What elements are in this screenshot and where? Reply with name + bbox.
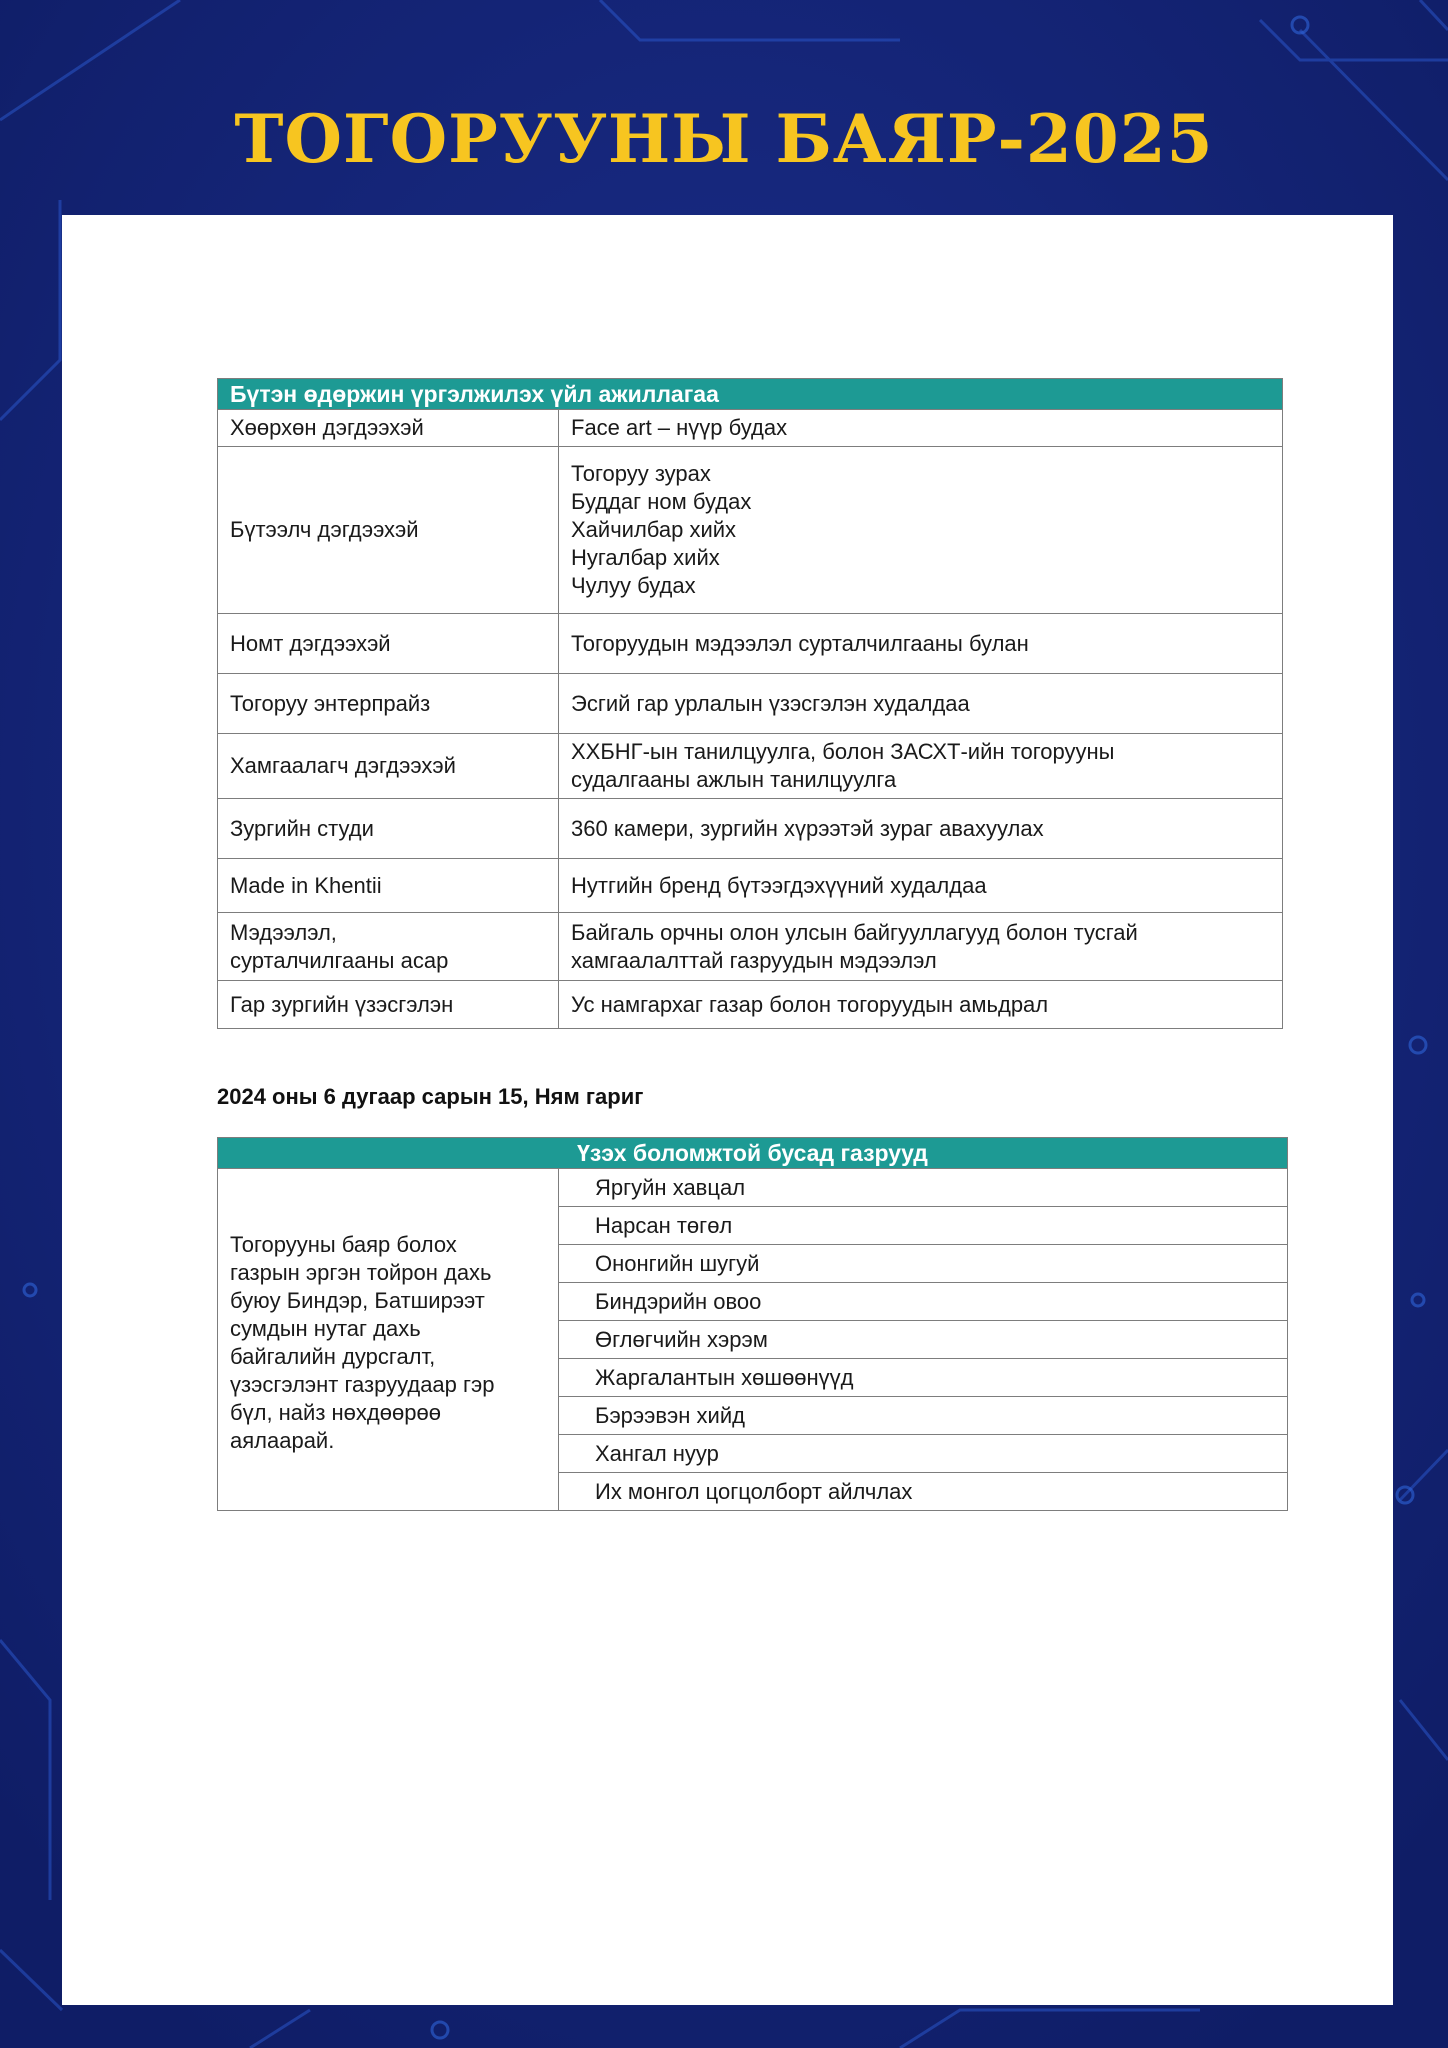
place-item: Хангал нуур <box>559 1435 1288 1473</box>
description-line: аялаарай. <box>230 1427 335 1453</box>
activity-name: Номт дэгдээхэй <box>218 614 559 674</box>
table-row <box>218 734 1283 799</box>
activity-name-list <box>218 913 559 981</box>
place-item: Бэрээвэн хийд <box>559 1397 1288 1435</box>
table-header-row <box>218 379 1283 410</box>
table-row <box>218 674 1283 734</box>
activities-table <box>217 378 1283 1029</box>
description-line: байгалийн дурсгалт, <box>230 1343 436 1369</box>
activities-heading: Бүтэн өдөржин үргэлжилэх үйл ажиллагаа <box>218 379 1283 410</box>
places-table <box>217 1137 1288 1511</box>
place-item: Яргуйн хавцал <box>559 1169 1288 1207</box>
activity-detail: Нугалбар хийх <box>571 545 720 570</box>
table-row <box>218 410 1283 447</box>
description-line: бүл, найз нөхдөөрөө <box>230 1399 441 1425</box>
activity-name: Made in Khentii <box>218 859 559 913</box>
activity-name: Гар зургийн үзэсгэлэн <box>218 981 559 1029</box>
place-item: Өглөгчийн хэрэм <box>559 1321 1288 1359</box>
activity-detail: судалгааны ажлын танилцуулга <box>571 767 897 792</box>
description-line: газрын эргэн тойрон дахь <box>230 1259 492 1285</box>
table-row <box>218 859 1283 913</box>
table-row <box>218 447 1283 614</box>
places-heading: Үзэх боломжтой бусад газрууд <box>218 1138 1288 1169</box>
activity-detail: Face art – нүүр будах <box>559 410 1283 447</box>
activity-name: Бүтээлч дэгдээхэй <box>218 447 559 614</box>
table-row <box>218 799 1283 859</box>
activity-name: Зургийн студи <box>218 799 559 859</box>
activity-detail-list <box>559 734 1283 799</box>
event-date: 2024 оны 6 дугаар сарын 15, Ням гариг <box>217 1084 644 1109</box>
description-line: сумдын нутаг дахь <box>230 1315 421 1341</box>
activity-name: Хамгаалагч дэгдээхэй <box>218 734 559 799</box>
activity-detail: Буддаг ном будах <box>571 489 752 514</box>
activity-detail: 360 камери, зургийн хүрээтэй зураг авахуулах <box>559 799 1283 859</box>
table-row <box>218 1169 1288 1207</box>
activity-detail-list <box>559 913 1283 981</box>
activity-detail: Хайчилбар хийх <box>571 517 737 542</box>
place-item: Жаргалантын хөшөөнүүд <box>559 1359 1288 1397</box>
document-page <box>62 215 1393 2005</box>
table-header-row <box>218 1138 1288 1169</box>
activity-detail: Тогоруу зурах <box>571 461 711 486</box>
place-item: Биндэрийн овоо <box>559 1283 1288 1321</box>
place-item: Ононгийн шугуй <box>559 1245 1288 1283</box>
table-row <box>218 913 1283 981</box>
activity-detail-list <box>559 447 1283 614</box>
description-line: буюу Биндэр, Батширээт <box>230 1287 485 1313</box>
activity-detail: хамгаалалттай газруудын мэдээлэл <box>571 947 937 973</box>
activity-detail: ХХБНГ-ын танилцуулга, болон ЗАСХТ-ийн тогорууны <box>571 739 1115 764</box>
description-line: үзэсгэлэнт газруудаар гэр <box>230 1371 495 1397</box>
activity-name: Мэдээлэл, <box>230 919 337 945</box>
table-row <box>218 614 1283 674</box>
description-line: Тогорууны баяр болох <box>230 1231 457 1257</box>
activity-detail: Чулуу будах <box>571 573 696 598</box>
activity-detail: Байгаль орчны олон улсын байгууллагууд болон тусгай <box>571 919 1138 945</box>
activity-detail: Эсгий гар урлалын үзэсгэлэн худалдаа <box>559 674 1283 734</box>
place-item: Нарсан төгөл <box>559 1207 1288 1245</box>
activity-detail: Тогоруудын мэдээлэл сурталчилгааны булан <box>559 614 1283 674</box>
activity-name: Хөөрхөн дэгдээхэй <box>218 410 559 447</box>
place-item: Их монгол цогцолборт айлчлах <box>559 1473 1288 1511</box>
page-title: ТОГОРУУНЫ БАЯР-2025 <box>234 100 1214 178</box>
activity-detail: Ус намгархаг газар болон тогоруудын амьдрал <box>559 981 1283 1029</box>
table-row <box>218 981 1283 1029</box>
activity-detail: Нутгийн бренд бүтээгдэхүүний худалдаа <box>559 859 1283 913</box>
places-description <box>218 1169 559 1511</box>
activity-name: Тогоруу энтерпрайз <box>218 674 559 734</box>
activity-name: сурталчилгааны асар <box>230 947 449 973</box>
